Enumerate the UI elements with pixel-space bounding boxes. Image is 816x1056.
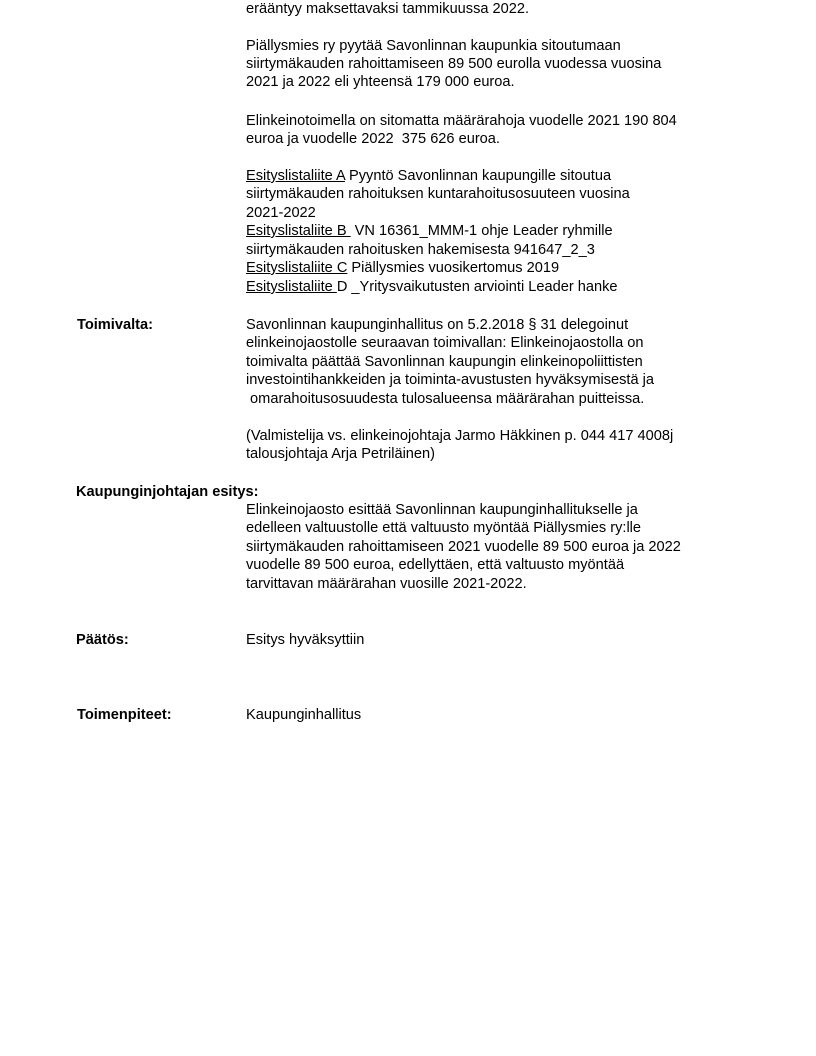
toimenpiteet-label: Toimenpiteet: bbox=[77, 707, 172, 723]
attachment-c bbox=[246, 259, 559, 277]
attachment-a-line2: siirtymäkauden rahoituksen kuntarahoitusosuuteen vuosina bbox=[246, 186, 630, 202]
toimivalta-line7: talousjohtaja Arja Petriläinen) bbox=[246, 446, 436, 462]
attachment-b-link[interactable]: Esityslistaliite B bbox=[246, 223, 351, 239]
attachment-a-text: Pyyntö Savonlinnan kaupungille sitoutua bbox=[344, 168, 612, 184]
intro-line: erääntyy maksettavaksi tammikuussa 2022. bbox=[246, 1, 530, 17]
attachment-c-text: Piällysmies vuosikertomus 2019 bbox=[347, 260, 560, 276]
esitys-label: Kaupunginjohtajan esitys: bbox=[76, 484, 259, 500]
attachment-d-link[interactable]: Esityslistaliite bbox=[246, 279, 337, 295]
esitys-line3: siirtymäkauden rahoittamiseen 2021 vuodelle 89 500 euroa ja 2022 bbox=[246, 539, 681, 555]
paragraph1-line3: 2021 ja 2022 eli yhteensä 179 000 euroa. bbox=[246, 74, 515, 90]
attachment-c-link[interactable]: Esityslistaliite C bbox=[246, 260, 348, 276]
attachment-d-text: D _Yritysvaikutusten arviointi Leader hanke bbox=[336, 279, 618, 295]
paragraph1-line1: Piällysmies ry pyytää Savonlinnan kaupunkia sitoutumaan bbox=[246, 38, 621, 54]
esitys-line1: Elinkeinojaosto esittää Savonlinnan kaupunginhallitukselle ja bbox=[246, 502, 638, 518]
paatos-label: Päätös: bbox=[76, 632, 129, 648]
esitys-line4: vuodelle 89 500 euroa, edellyttäen, että valtuusto myöntää bbox=[246, 557, 625, 573]
esitys-line2: edelleen valtuustolle että valtuusto myöntää Piällysmies ry:lle bbox=[246, 520, 642, 536]
paragraph2-line1: Elinkeinotoimella on sitomatta määrärahoja vuodelle 2021 190 804 bbox=[246, 113, 677, 129]
attachment-a-link[interactable]: Esityslistaliite A bbox=[246, 168, 345, 184]
attachment-b bbox=[246, 222, 613, 240]
toimivalta-line4: investointihankkeiden ja toiminta-avustusten hyväksymisestä ja bbox=[246, 372, 655, 388]
paragraph1-line2: siirtymäkauden rahoittamiseen 89 500 eurolla vuodessa vuosina bbox=[246, 56, 662, 72]
toimivalta-line6: (Valmistelija vs. elinkeinojohtaja Jarmo Häkkinen p. 044 417 4008j bbox=[246, 428, 674, 444]
attachment-b-text: VN 16361_MMM-1 ohje Leader ryhmille bbox=[350, 223, 613, 239]
toimivalta-label: Toimivalta: bbox=[77, 317, 153, 333]
attachment-d bbox=[246, 278, 618, 296]
toimenpiteet-text: Kaupunginhallitus bbox=[246, 707, 362, 723]
toimivalta-line2: elinkeinojaostolle seuraavan toimivallan: Elinkeinojaostolla on bbox=[246, 335, 644, 351]
toimivalta-line5: omarahoitusosuudesta tulosalueensa määrärahan puitteissa. bbox=[246, 391, 645, 407]
attachment-a-line3: 2021-2022 bbox=[246, 205, 316, 221]
attachment-b-line2: siirtymäkauden rahoitusken hakemisesta 941647_2_3 bbox=[246, 242, 595, 258]
toimivalta-line1: Savonlinnan kaupunginhallitus on 5.2.2018 § 31 delegoinut bbox=[246, 317, 629, 333]
paatos-text: Esitys hyväksyttiin bbox=[246, 632, 365, 648]
esitys-line5: tarvittavan määrärahan vuosille 2021-2022. bbox=[246, 576, 527, 592]
attachment-a bbox=[246, 167, 611, 185]
toimivalta-line3: toimivalta päättää Savonlinnan kaupungin elinkeinopoliittisten bbox=[246, 354, 643, 370]
paragraph2-line2: euroa ja vuodelle 2022 375 626 euroa. bbox=[246, 131, 500, 147]
